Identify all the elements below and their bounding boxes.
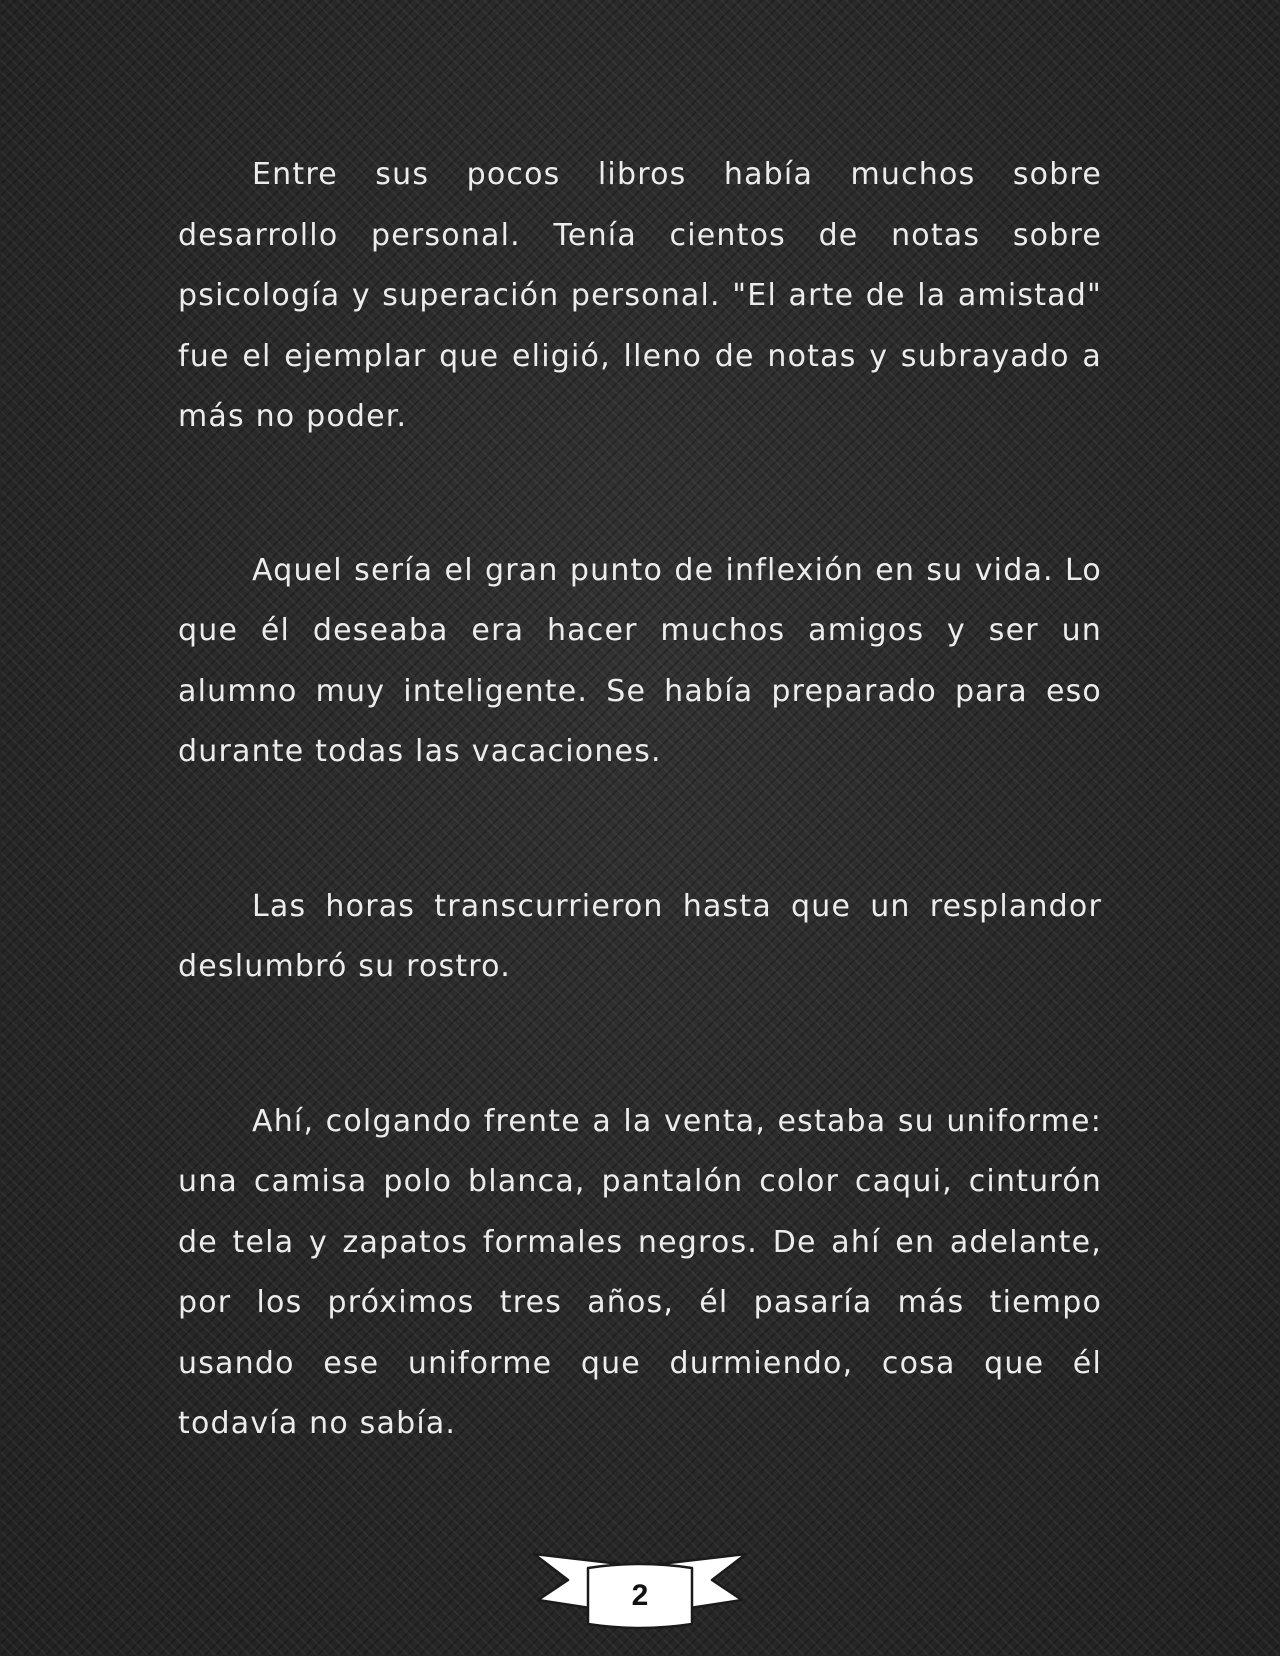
paragraph: Las horas transcurrieron hasta que un resplandor deslumbró su rostro. <box>178 888 1102 984</box>
paragraph: Entre sus pocos libros había muchos sobre desarrollo personal. Tenía cientos de notas sobre psicología y superación personal. "El arte de la amistad" fue el ejemplar que eligió, lleno de notas y subrayado a más no poder. <box>178 157 1102 434</box>
paragraph: Aquel sería el gran punto de inflexión en su vida. Lo que él deseaba era hacer muchos amigos y ser un alumno muy inteligente. Se había preparado para eso durante todas las vacaciones. <box>178 552 1102 769</box>
page-number: 2 <box>631 1579 649 1612</box>
paragraph: Ahí, colgando frente a la venta, estaba su uniforme: una camisa polo blanca, pantalón color caqui, cinturón de tela y zapatos formales negros. De ahí en adelante, por los próximos tres años, él pasaría más tiempo usando ese uniforme que durmiendo, cosa que él todavía no sabía. <box>178 1103 1102 1441</box>
page-body <box>178 145 1102 1455</box>
page-number-banner <box>532 1550 748 1636</box>
